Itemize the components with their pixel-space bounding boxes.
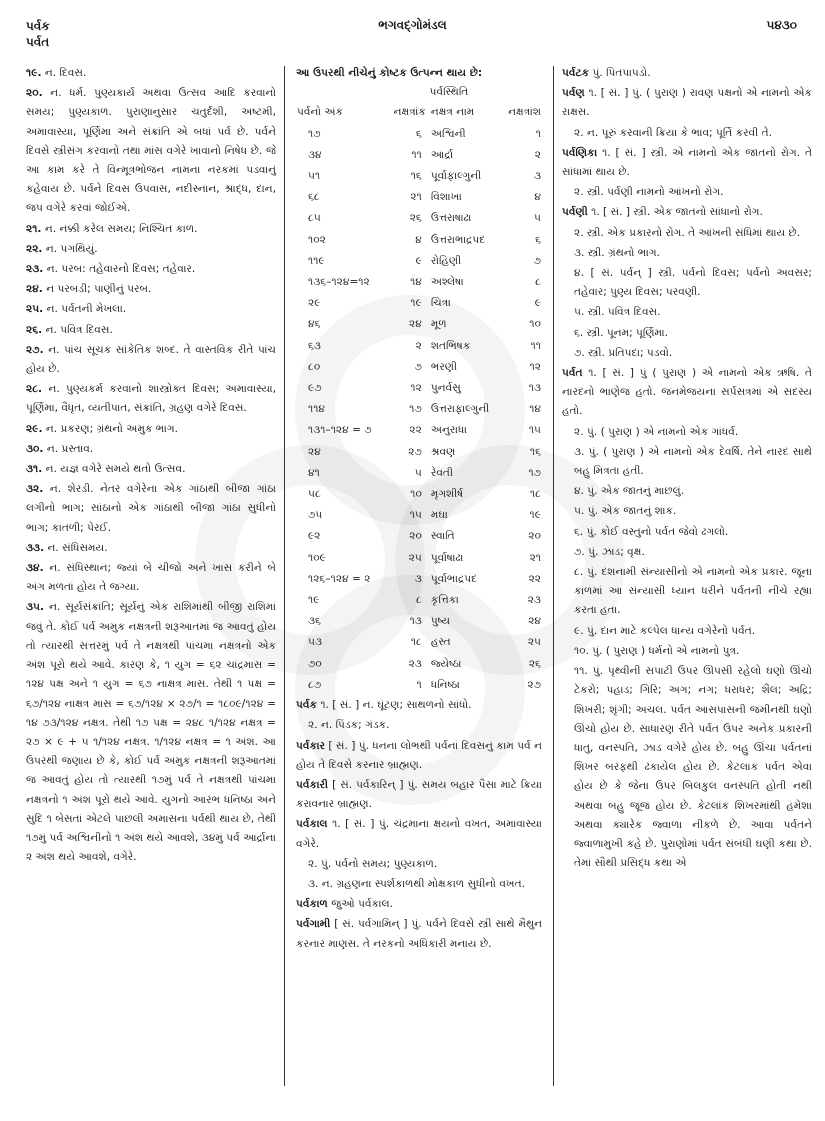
- sense-text: ન. પ્રકરણ; ગ્રંથનો અમુક ભાગ.: [45, 422, 178, 435]
- definition-text: ૧. [ સં. ] પું. ચંદ્રમાના ક્ષયનો વખત, અમાવાસ્યા વગેરે.: [296, 818, 542, 850]
- cell-parva-number: ૬૮: [308, 191, 320, 204]
- sense-text: ન. પાંચ સૂચક સાંકેતિક શબ્દ. તે વાસ્તવિક રીતે પાંચ હોય છે.: [26, 343, 276, 376]
- sub-sense: ૨. પું. ( પુરાણ ) એ નામનો એક ગાંધર્વ.: [574, 425, 739, 438]
- running-title: ભગવદ્ગોમંડલ: [378, 18, 447, 32]
- sense-text: ન. પુણ્યકર્મ કરવાનો શાસ્ત્રોક્ત દિવસ; અમાવાસ્યા, પૂર્ણિમા, વૈધૃત, વ્યતીપાત, સંક્રાંતિ, ગ્રહણ વગેરે દિવસ.: [26, 383, 276, 415]
- dictionary-entry: [296, 915, 542, 953]
- sense-entry: [26, 280, 276, 299]
- table-row: [296, 314, 542, 335]
- cell-parva-number: ૪૬: [308, 318, 321, 331]
- definition-text: ૧. [ સં. ] ન. ઘૂંટણ; સાથળનો સાંધો.: [320, 699, 472, 712]
- table-row: [296, 590, 542, 611]
- sense-entry: [26, 220, 276, 239]
- cell-nakshatra-index: ૨૬: [409, 212, 422, 225]
- table-row: [296, 420, 542, 441]
- cell-nakshatra-name: ઉત્તરાભાદ્રપદ: [430, 233, 486, 246]
- dictionary-entry: [562, 144, 812, 182]
- table-row: [296, 124, 542, 145]
- cell-nakshatra-name: ઉત્તરાષાઢા: [430, 212, 472, 225]
- cell-nakshatra-part: ૨૬: [528, 657, 541, 670]
- cell-nakshatra-name: વિશાખા: [430, 191, 462, 204]
- cell-nakshatra-name: શતભિષક: [430, 339, 471, 352]
- middle-column: [296, 64, 542, 955]
- cell-parva-number: ૨૪: [308, 445, 321, 458]
- cell-parva-number: ૮૭: [308, 678, 322, 691]
- table-row: [296, 272, 542, 293]
- cell-nakshatra-index: ૧૦: [410, 488, 422, 501]
- sense-text: ન. પગથિયું.: [45, 242, 98, 255]
- cell-parva-number: ૧૩૧–૧૨૪ = ૭: [308, 424, 372, 437]
- sub-sense: ૪. [ સં. પર્વન્ ] સ્ત્રી. પર્વનો દિવસ; પર્વનો અવસર; તહેવાર; પુણ્ય દિવસ; પરવણી.: [574, 267, 812, 299]
- sub-sense: ૮. પું. દશનામી સંન્યાસીનો એ નામનો એક પ્રકાર. જૂના કાળમાં આ સંન્યાસી ધ્યાન ધરીને પર્વતની નીચે રહ્યા કરતા હતા.: [574, 566, 812, 617]
- definition-text: ૧. [ સં. ] સ્ત્રી. એક જાતનો સાંધાનો રોગ.: [591, 206, 763, 219]
- cell-nakshatra-part: ૧૫: [528, 424, 541, 437]
- cell-nakshatra-part: ૧૧: [530, 339, 541, 352]
- sense-entry: [26, 460, 276, 479]
- cell-nakshatra-name: ચિત્રા: [430, 297, 451, 310]
- dictionary-entry: [296, 776, 542, 814]
- cell-parva-number: ૭૦: [308, 657, 322, 670]
- headword: પર્વણી: [562, 206, 588, 219]
- sense-entry: [26, 480, 276, 538]
- sense-entry: [26, 539, 276, 558]
- definition-text: [ સં. ] પું. ધનના લોભથી પર્વનાં દિવસનું કામ પર્વ ન હોય તે દિવસે કરનાર બ્રાહ્મણ.: [296, 739, 542, 771]
- cell-nakshatra-name: કૃત્તિકા: [430, 594, 459, 607]
- cell-nakshatra-name: ઉત્તરાફાલ્ગુની: [430, 403, 490, 416]
- cell-nakshatra-part: ૧૬: [529, 445, 541, 458]
- cell-nakshatra-name: મૃગશીર્ષ: [430, 488, 464, 501]
- definition-text: જુઓ પર્વકાલ.: [331, 898, 393, 911]
- page-number: ૫૪૩૦: [766, 18, 797, 32]
- cell-nakshatra-part: ૨૫: [527, 636, 541, 649]
- header-nakshatra-index: નક્ષત્રાંક: [393, 106, 426, 119]
- table-row: [296, 357, 542, 378]
- sense-text: ન. યજ્ઞ વગેરે સમયે થતો ઉત્સવ.: [45, 463, 186, 476]
- cell-nakshatra-part: ૨૭: [527, 678, 541, 691]
- cell-nakshatra-name: જ્યેષ્ઠા: [430, 657, 462, 670]
- cell-nakshatra-index: ૨૨: [409, 424, 422, 437]
- sense-number: ૩૨.: [26, 483, 44, 496]
- table-row: [296, 293, 542, 314]
- cell-nakshatra-part: ૨૧: [529, 551, 541, 564]
- sense-text: ન. સંધિસમય.: [47, 541, 108, 554]
- cell-nakshatra-name: શ્રવણ: [430, 445, 456, 458]
- cell-parva-number: ૧૦૨: [308, 233, 326, 246]
- cell-parva-number: ૧૯: [308, 594, 320, 607]
- cell-nakshatra-part: ૧૯: [529, 509, 541, 522]
- definition-text: ૧. [ સં. ] સ્ત્રી. એ નામનો એક જાતનો રોગ. તે સાંધામાં થાય છે.: [562, 146, 812, 179]
- cell-parva-number: ૪૧: [308, 466, 320, 479]
- sense-number: ૨૬.: [26, 323, 43, 336]
- sense-text: ન. પરબ: તહેવારનો દિવસ; તહેવાર.: [46, 263, 196, 276]
- sense-number: ૨૮.: [26, 383, 43, 396]
- cell-nakshatra-part: ૩: [533, 170, 541, 183]
- sense-number: ૩૧.: [26, 463, 43, 476]
- cell-nakshatra-index: ૮: [416, 594, 422, 607]
- cell-parva-number: ૨૯: [308, 297, 321, 310]
- cell-nakshatra-name: અનુરાધા: [430, 424, 467, 437]
- table-row: [296, 145, 542, 166]
- sense-text: ન. દિવસ.: [44, 67, 87, 79]
- sense-entry: [26, 440, 276, 459]
- cell-nakshatra-index: ૩: [414, 572, 422, 585]
- cell-nakshatra-part: ૫: [534, 212, 541, 225]
- table-row: [296, 166, 542, 187]
- sense-number: ૨૯.: [26, 422, 43, 435]
- right-column: [562, 64, 812, 874]
- table-row: [296, 484, 542, 505]
- cell-nakshatra-part: ૧૨: [529, 360, 541, 373]
- sense-number: ૧૯.: [26, 67, 42, 79]
- cell-nakshatra-name: આર્દ્રા: [430, 148, 454, 161]
- cell-nakshatra-index: ૨૦: [409, 530, 422, 543]
- cell-nakshatra-index: ૧૯: [410, 297, 422, 310]
- sense-number: ૩૩.: [26, 541, 45, 554]
- cell-nakshatra-name: પુષ્ય: [430, 615, 450, 628]
- table-row: [296, 336, 542, 357]
- sense-text: ન. પ્રસ્તાવ.: [46, 442, 94, 455]
- table-row: [296, 399, 542, 420]
- cell-parva-number: ૯૭: [308, 382, 322, 395]
- table-row: [296, 187, 542, 208]
- cell-nakshatra-part: ૨૪: [528, 615, 541, 628]
- guide-word-last: પર્વત: [26, 35, 50, 49]
- table-row: [296, 611, 542, 632]
- headword: પર્વક: [296, 699, 317, 712]
- sense-number: ૨૧.: [26, 222, 42, 235]
- sub-sense: ૩. ન. ગ્રહણના સ્પર્શકાળથી મોક્ષકાળ સુધીનો વખત.: [308, 877, 526, 890]
- cell-nakshatra-index: ૫: [414, 466, 422, 479]
- sub-sense: ૨. ન. પિંડક; ગંડક.: [308, 719, 390, 732]
- cell-parva-number: ૫૮: [308, 488, 321, 501]
- sub-sense: ૨. સ્ત્રી. એક પ્રકારનો રોગ. તે આંખની સંધિમાં થાય છે.: [574, 226, 801, 239]
- sub-sense: ૫. સ્ત્રી. પવિત્ર દિવસ.: [574, 306, 661, 319]
- cell-nakshatra-index: ૪: [415, 233, 422, 246]
- dictionary-entry: [562, 203, 812, 222]
- table-row: [296, 378, 542, 399]
- nakshatra-table: [296, 102, 542, 696]
- cell-nakshatra-name: પુનર્વસુ: [430, 382, 461, 395]
- cell-parva-number: ૬૩: [308, 339, 321, 352]
- table-row: [296, 632, 542, 653]
- sense-number: ૨૭.: [26, 343, 44, 356]
- sense-number: ૩૪.: [26, 562, 44, 575]
- cell-nakshatra-index: ૧૪: [410, 276, 422, 289]
- sense-entry: [26, 380, 276, 418]
- sense-text: ન. સૂર્યસંક્રાંતિ; સૂર્યનું એક રાશિમાંથી બીજી રાશિમાં જવું તે. કોઈ પર્વ અમુક નક્ષત્રની શરૂઆતમાં જ આવતું હોય તો ત્યારથી સત્તરમું પર્વ તે નક્ષત્રથી પાંચમા નક્ષત્રનો એક અંશ પૂરો થયે આવે. કારણ કે, ૧ યુગ = ૬૨ ચાંદ્રમાસ = ૧૨૪ પક્ષ અને ૧ યુગ = ૬૭ નાક્ષત્ર માસ. તેથી ૧ પક્ષ = ૬૭/૧૨૪ નાક્ષત્ર માસ = ૬૭/૧૨૪ × ૨૭/૧ = ૧૮૦૯/૧૨૪ = ૧૪ ૭૩/૧૨૪ નક્ષત્ર. તેથી ૧૭ પક્ષ = ૨૪૮ ૧/૧૨૪ નક્ષત્ર = ૨૭ × ૯ + ૫ ૧/૧૨૪ નક્ષત્ર. ૧/૧૨૪ નક્ષત્ર = ૧ અંશ. આ ઉપરથી જણાય છે કે, કોઈ પર્વ અમુક નક્ષત્રની શરૂઆતમાં જ આવતું હોય તો ત્યારથી ૧૭મું પર્વ તે નક્ષત્રથી પાંચમા નક્ષત્રનો ૧ અંશ પૂરો થયે આવે. યુગનો આરંભ ધનિષ્ઠા અને સુદિ ૧ બેસતાં એટલે પાછલી અમાસના પર્વથી થાય છે, તેથી ૧૭મું પર્વ અશ્વિનીનો ૧ અંશ થયે આવશે, ૩૪મું પર્વ આર્દ્રાના ૨ અંશ થયે આવશે, વગેરે.: [26, 601, 276, 864]
- cell-nakshatra-index: ૧૧: [411, 148, 422, 161]
- sense-number: ૨૫.: [26, 303, 44, 316]
- cell-parva-number: ૫૧: [308, 170, 321, 183]
- left-column: [26, 64, 276, 868]
- sub-sense: ૧૦. પું. ( પુરાણ ) ધર્મનો એ નામનો પુત્ર.: [574, 644, 740, 657]
- cell-nakshatra-name: મઘા: [430, 509, 448, 522]
- sense-entry: [26, 84, 276, 218]
- cell-nakshatra-name: રોહિણી: [430, 254, 462, 267]
- sub-sense: ૨. ન. પૂરું કરવાની ક્રિયા કે ભાવ; પૂર્તિ કરવી તે.: [574, 126, 772, 139]
- headword: પર્વકાલ: [296, 818, 328, 831]
- cell-nakshatra-name: રેવતી: [430, 466, 453, 479]
- cell-nakshatra-name: પૂર્વાફાલ્ગુની: [430, 170, 482, 183]
- sense-text: ન. પવિત્ર દિવસ.: [45, 323, 113, 336]
- sense-entry: [26, 64, 276, 83]
- headword: પર્વકાર: [296, 739, 326, 752]
- cell-nakshatra-index: ૧: [416, 678, 422, 691]
- sense-number: ૨૪.: [26, 283, 43, 296]
- table-row: [296, 442, 542, 463]
- column-divider: [553, 66, 554, 1086]
- cell-parva-number: ૮૦: [308, 360, 321, 373]
- headword: પર્વકારી: [296, 778, 329, 791]
- table-caption: પર્વસ્થિતિ: [429, 86, 469, 99]
- sense-number: ૨૩.: [26, 263, 44, 276]
- table-row: [296, 654, 542, 675]
- sub-sense: ૩. સ્ત્રી. ગ્રંથનો ભાગ.: [574, 246, 660, 259]
- cell-nakshatra-name: પૂર્વાષાઢા: [430, 551, 464, 564]
- cell-nakshatra-part: ૧૩: [528, 382, 541, 395]
- table-header-row: [296, 102, 542, 123]
- headword: પર્વટક: [562, 67, 590, 79]
- dictionary-entry: [296, 815, 542, 853]
- sense-entry: [26, 598, 276, 867]
- cell-nakshatra-name: પૂર્વાભાદ્રપદ: [430, 572, 478, 585]
- headword: પર્વકાળ: [296, 898, 328, 911]
- cell-nakshatra-index: ૨૧: [410, 191, 422, 204]
- dictionary-entry: [296, 696, 542, 715]
- cell-nakshatra-part: ૮: [535, 276, 541, 289]
- cell-nakshatra-index: ૭: [414, 360, 422, 373]
- cell-nakshatra-index: ૬: [415, 127, 422, 140]
- sub-sense: ૭. પું. ઝાડ; વૃક્ષ.: [574, 545, 645, 558]
- cell-parva-number: ૩૬: [308, 615, 321, 628]
- cell-nakshatra-index: ૨૭: [408, 445, 422, 458]
- table-row: [296, 463, 542, 484]
- sense-entry: [26, 240, 276, 259]
- definition-text: ૧. [ સં. ] પું ( પુરાણ ) એ નામનો એક ઋષિ. તે નારદનો ભાણેજ હતો. જનમેજયના સર્પસત્રમાં એ સદસ્ય હતો.: [562, 367, 812, 418]
- middle-entries: [296, 696, 542, 954]
- column-divider: [284, 66, 285, 1086]
- cell-parva-number: ૮૫: [308, 212, 321, 225]
- headword: પર્વગામી: [296, 918, 331, 931]
- sub-sense: ૬. સ્ત્રી. પૂનમ; પૂર્ણિમા.: [574, 326, 668, 339]
- cell-parva-number: ૩૪: [308, 148, 322, 161]
- sense-number: ૨૦.: [26, 87, 43, 100]
- sub-sense: ૨. પું. પર્વનો સમય; પુણ્યકાળ.: [308, 857, 438, 870]
- cell-nakshatra-index: ૧૨: [410, 382, 422, 395]
- cell-nakshatra-index: ૧૭: [409, 403, 422, 416]
- table-row: [296, 230, 542, 251]
- table-row: [296, 208, 542, 229]
- definition-text: ૧. [ સં. ] પું. ( પુરાણ ) રાવણ પક્ષનો એ નામનો એક રાક્ષસ.: [562, 87, 812, 119]
- sense-entry: [26, 341, 276, 379]
- cell-nakshatra-index: ૧૬: [410, 170, 422, 183]
- cell-parva-number: ૧૧૯: [308, 254, 325, 267]
- sub-sense: ૨. સ્ત્રી. પર્વણી નામનો આંખનો રોગ.: [574, 186, 724, 199]
- cell-nakshatra-index: ૨: [415, 339, 422, 352]
- guide-word-first: પર્વક: [26, 19, 50, 33]
- cell-nakshatra-name: ધનિષ્ઠા: [430, 678, 460, 691]
- cell-nakshatra-index: ૧૮: [410, 636, 422, 649]
- cell-parva-number: ૭૫: [308, 509, 323, 522]
- cell-nakshatra-name: સ્વાતિ: [430, 530, 455, 543]
- dictionary-entry: [296, 895, 542, 914]
- cell-nakshatra-part: ૧૪: [529, 403, 541, 416]
- cell-nakshatra-part: ૬: [535, 233, 541, 246]
- sub-sense: ૯. પું. દાન માટે કલ્પેલ ધાન્ય વગેરેનો પર્વત.: [574, 624, 756, 637]
- sense-number: ૩૫.: [26, 601, 45, 614]
- sense-entry: [26, 420, 276, 439]
- cell-nakshatra-name: અશ્લેષા: [430, 276, 464, 289]
- headword: પર્વણિકા: [562, 146, 598, 159]
- definition-text: પું. પિતપાપડો.: [592, 67, 651, 79]
- sense-text: ન. સંધિસ્થાન; જ્યાં બે ચીજો અને ખાસ કરીને બે અંગ મળતાં હોય તે જગ્યા.: [26, 562, 276, 594]
- cell-nakshatra-part: ૨૦: [528, 530, 541, 543]
- sense-entry: [26, 559, 276, 597]
- cell-nakshatra-part: ૪: [534, 191, 541, 204]
- dictionary-entry: [562, 84, 812, 122]
- cell-nakshatra-part: ૧૭: [528, 466, 541, 479]
- cell-nakshatra-index: ૨૩: [408, 657, 422, 670]
- cell-nakshatra-part: ૨૩: [527, 594, 541, 607]
- sense-entry: [26, 260, 276, 279]
- cell-parva-number: ૧૧૪: [308, 403, 325, 416]
- sense-entry: [26, 300, 276, 319]
- sub-sense: ૫. પું. એક જાતનું શાક.: [574, 505, 677, 518]
- sense-text: ન. નક્કી કરેલ સમય; નિશ્ચિત કાળ.: [44, 222, 198, 235]
- table-row: [296, 251, 542, 272]
- cell-nakshatra-index: ૧૫: [409, 509, 422, 522]
- sense-number: ૩૦.: [26, 442, 44, 455]
- dictionary-entry: [562, 364, 812, 422]
- sense-text: ન પરબડી; પાણીનું પરબ.: [46, 283, 152, 296]
- cell-parva-number: ૧૨૬–૧૨૪ = ૨: [308, 572, 371, 585]
- cell-nakshatra-part: ૨૨: [528, 572, 541, 585]
- sub-sense: ૬. પું. કોઈ વસ્તુનો પર્વત જેવો ઢગલો.: [574, 525, 729, 538]
- cell-nakshatra-name: ભરણી: [430, 360, 458, 373]
- page-header: [0, 18, 825, 58]
- table-row: [296, 675, 542, 696]
- cell-nakshatra-index: ૯: [415, 254, 422, 267]
- sense-text: ન. શેરડી. નેતર વગેરેના એક ગાંઠાથી બીજા ગાંઠા લગીનો ભાગ; સાંઠાનો એક ગાંઠાથી બીજા ગાંઠા સુધીનો ભાગ; કાતળી; પેરઈ.: [26, 483, 276, 534]
- header-parva-number: પર્વનો અંક: [297, 106, 344, 119]
- cell-nakshatra-name: અશ્વિની: [430, 127, 466, 140]
- table-row: [296, 569, 542, 590]
- cell-nakshatra-part: ૧૦: [529, 318, 541, 331]
- table-row: [296, 505, 542, 526]
- cell-nakshatra-part: ૧: [535, 127, 541, 140]
- sub-sense: ૩. પું. ( પુરાણ ) એ નામનો એક દેવર્ષિ. તેને નારદ સાથે બહુ મિત્રતા હતી.: [574, 445, 812, 478]
- cell-parva-number: ૯૨: [308, 530, 321, 543]
- sense-entry: [26, 321, 276, 340]
- headword: પર્વણ: [562, 87, 585, 100]
- dictionary-entry: [296, 737, 542, 775]
- definition-text: [ સં. પર્વકારિન્ ] પું. સમય બહાર પૈસા માટે ક્રિયા કરાવનાર બ્રાહ્મણ.: [296, 778, 542, 811]
- header-nakshatra-part: નક્ષત્રાંશ: [508, 106, 541, 119]
- header-nakshatra-name: નક્ષત્ર નામ: [430, 106, 475, 119]
- sub-sense: ૪. પું. એક જાતનું માછલું.: [574, 485, 684, 498]
- dictionary-entry: [562, 64, 812, 83]
- cell-nakshatra-part: ૨: [534, 148, 541, 161]
- cell-parva-number: ૧૩૬–૧૨૪=૧૨: [308, 276, 370, 289]
- headword: પર્વત: [562, 367, 583, 380]
- cell-nakshatra-index: ૨૫: [408, 551, 422, 564]
- cell-nakshatra-name: હસ્ત: [430, 636, 451, 649]
- cell-parva-number: ૧૦૯: [308, 551, 326, 564]
- cell-nakshatra-part: ૯: [534, 297, 541, 310]
- sub-sense: ૭. સ્ત્રી. પ્રતિપદા; પડવો.: [574, 346, 673, 359]
- cell-nakshatra-part: ૭: [533, 254, 541, 267]
- cell-nakshatra-part: ૧૮: [529, 488, 541, 501]
- cell-nakshatra-index: ૨૪: [409, 318, 422, 331]
- sense-text: ન. ધર્મ. પુણ્યકાર્ય અથવા ઉત્સવ આદિ કરવાનો સમય; પુણ્યકાળ. પુરાણાનુસાર ચતુર્દશી, અષ્ટમી, અમાવાસ્યા, પૂર્ણિમા અને સંક્રાંતિ એ બધાં પર્વ છે. પર્વને દિવસે સ્ત્રીસંગ કરવાનો તથા માંસ વગેરે ખાવાનો નિષેધ છે. જે આ કામ કરે તે વિન્મૂત્રભોજન નામના નરકમાં પડવાનું કહેવાય છે. પર્વને દિવસ ઉપવાસ, નદીસ્નાન, શ્રાદ્ધ, દાન, જપ વગેરે કરવાં જોઈએ.: [26, 87, 276, 215]
- cell-parva-number: ૧૭: [308, 127, 321, 140]
- definition-text: [ સં. પર્વગામિન્ ] પું. પર્વને દિવસે સ્ત્રી સાથે મૈથુન કરનાર માણસ. તે નરકનો અધિકારી મનાય છે.: [296, 918, 542, 950]
- cell-parva-number: ૫૩: [308, 636, 323, 649]
- table-row: [296, 548, 542, 569]
- sub-sense: ૧૧. પું. પૃથ્વીની સપાટી ઉપર ઊપસી રહેલો ઘણો ઊંચો ટેકરો; પહાડ; ગિરિ; અગ; નગ; ધરાધર; શૈલ; અદ્રિ; શિખરી; શૃંગી; અચલ. પર્વત આસપાસની જમીનથી ઘણો ઊંચો હોય છે. સાધારણ રીતે પર્વત ઉપર અનેક પ્રકારની ધાતુ, વનસ્પતિ, ઝાડ વગેરે હોય છે. બહુ ઊંચા પર્વતનાં શિખર બરફથી ઢંકાયેલ હોય છે. કેટલાક પર્વત એવા હોય છે કે જેના ઉપર બિલકુલ વનસ્પતિ હોતી નથી અથવા બહુ જૂજ હોય છે. કેટલાંક શિખરમાંથી હમેશા અથવા ક્યારેક જ્વાળા નીકળે છે. આવા પર્વતને જ્વાળામુખી કહે છે. પુરાણોમાં પર્વત સંબંધી ઘણી કથા છે. તેમાં સૌથી પ્રસિદ્ધ કથા એ: [574, 665, 812, 870]
- table-row: [296, 526, 542, 547]
- cell-nakshatra-name: મૂળ: [430, 318, 447, 331]
- sense-text: ન. પર્વતની મેખલા.: [46, 303, 127, 316]
- table-intro: આ ઉપરથી નીચેનું કોષ્ટક ઉત્પન્ન થાય છે:: [296, 67, 483, 79]
- sense-number: ૨૨.: [26, 242, 43, 255]
- cell-nakshatra-index: ૧૩: [409, 615, 422, 628]
